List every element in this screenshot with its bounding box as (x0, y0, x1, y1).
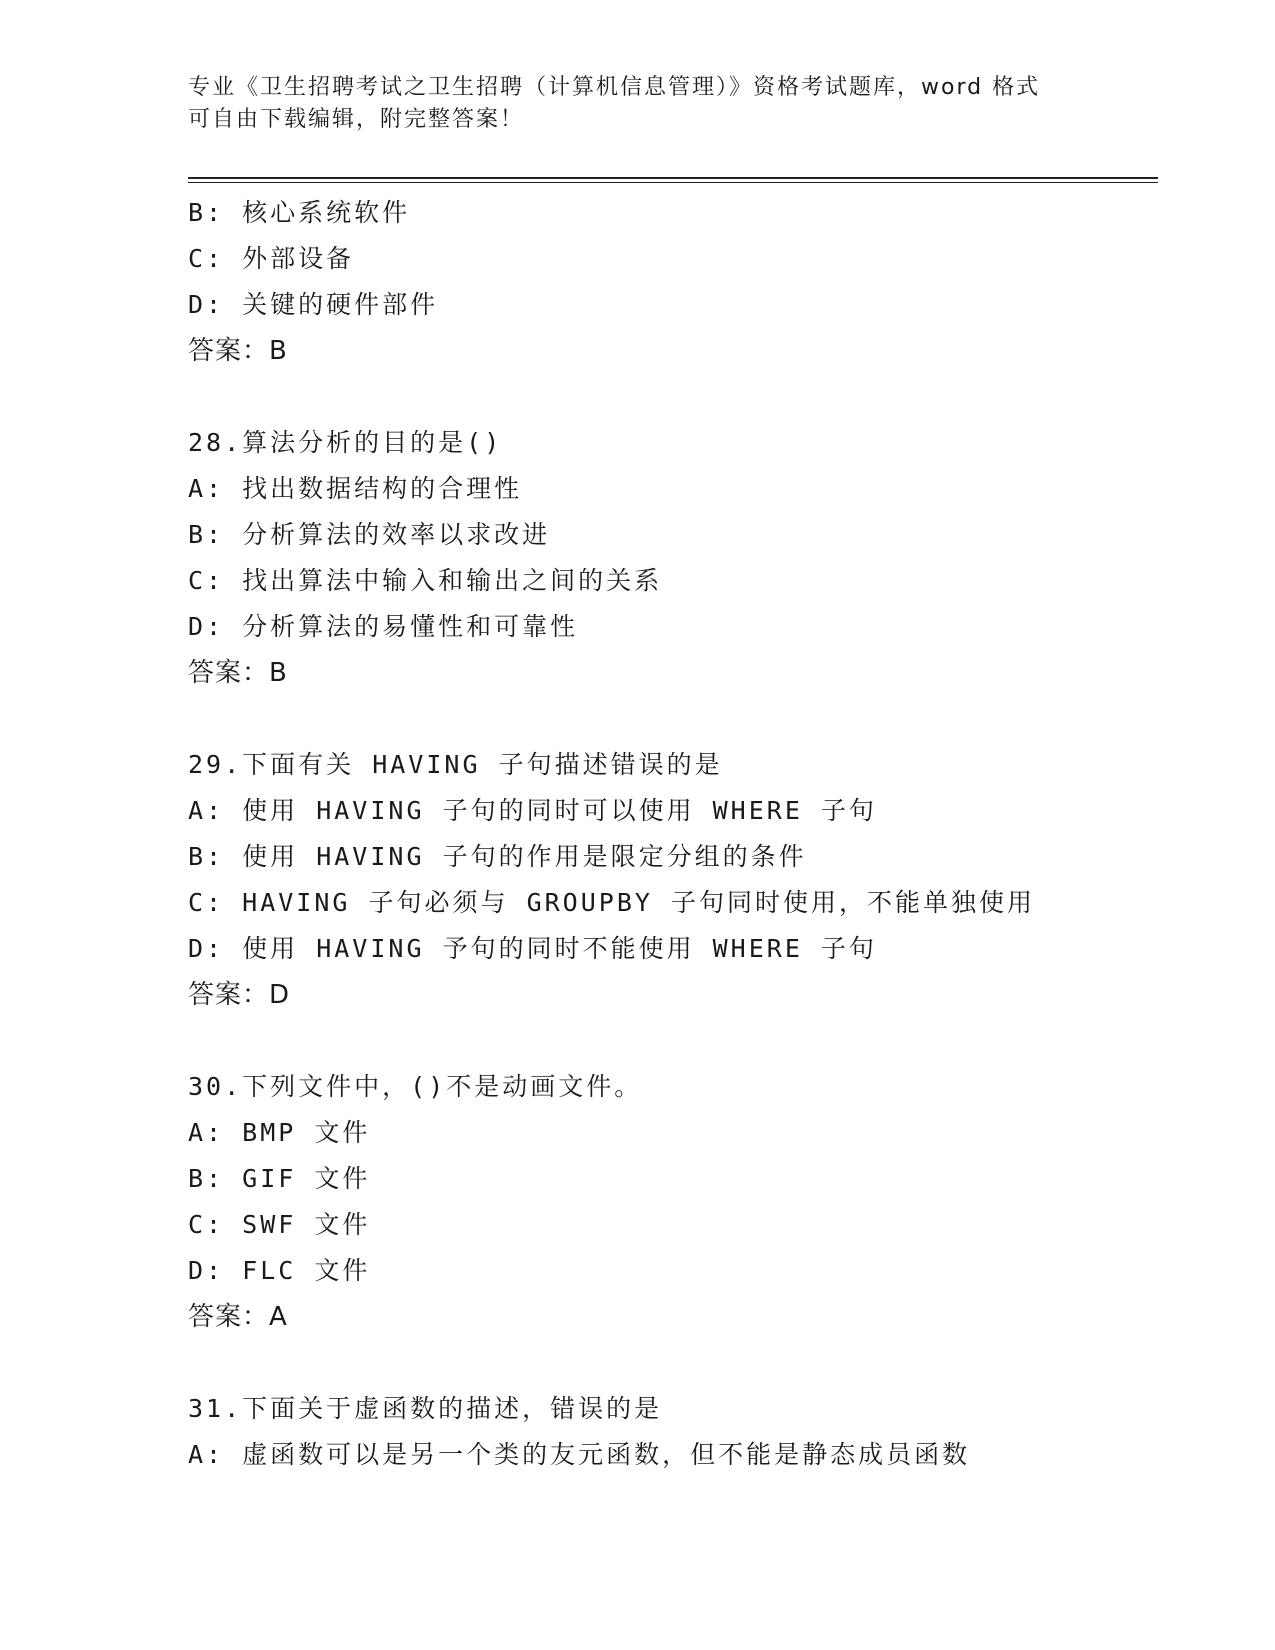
spacer (188, 1018, 1168, 1064)
option-a: A: 找出数据结构的合理性 (188, 474, 523, 503)
page-header (188, 72, 1088, 136)
option-a: A: 使用 HAVING 子句的同时可以使用 WHERE 子句 (188, 796, 877, 825)
option-d: D: 使用 HAVING 予句的同时不能使用 WHERE 子句 (188, 934, 877, 963)
question-stem: 31.下面关于虚函数的描述，错误的是 (188, 1394, 663, 1423)
answer-line: 答案：B (188, 336, 288, 366)
option-b: B: 核心系统软件 (188, 198, 411, 227)
question-list (188, 190, 1168, 1478)
header-title-line-2: 可自由下载编辑，附完整答案！ (188, 107, 525, 132)
option-d: D: 分析算法的易懂性和可靠性 (188, 612, 579, 641)
option-c: C: 外部设备 (188, 244, 355, 273)
option-c: C: 找出算法中输入和输出之间的关系 (188, 566, 663, 595)
header-divider-thin (188, 182, 1158, 183)
option-b: B: 分析算法的效率以求改进 (188, 520, 551, 549)
header-title-line-1: 专业《卫生招聘考试之卫生招聘（计算机信息管理）》资格考试题库，word 格式 (188, 75, 1041, 100)
option-c: C: HAVING 子句必须与 GROUPBY 子句同时使用，不能单独使用 (188, 888, 1035, 917)
question-block-31 (188, 1386, 1168, 1478)
answer-line: 答案：B (188, 658, 288, 688)
question-stem: 30.下列文件中，()不是动画文件。 (188, 1072, 643, 1101)
question-block-30 (188, 1064, 1168, 1340)
option-b: B: 使用 HAVING 子句的作用是限定分组的条件 (188, 842, 807, 871)
header-divider-thick (188, 177, 1158, 179)
option-d: D: 关键的硬件部件 (188, 290, 439, 319)
option-a: A: BMP 文件 (188, 1118, 371, 1147)
question-block-27-carryover (188, 190, 1168, 374)
option-a: A: 虚函数可以是另一个类的友元函数，但不能是静态成员函数 (188, 1440, 971, 1469)
answer-line: 答案：D (188, 980, 291, 1010)
question-stem: 29.下面有关 HAVING 子句描述错误的是 (188, 750, 723, 779)
option-c: C: SWF 文件 (188, 1210, 371, 1239)
option-b: B: GIF 文件 (188, 1164, 371, 1193)
spacer (188, 1340, 1168, 1386)
spacer (188, 696, 1168, 742)
question-stem: 28.算法分析的目的是() (188, 428, 503, 457)
spacer (188, 374, 1168, 420)
option-d: D: FLC 文件 (188, 1256, 371, 1285)
answer-line: 答案：A (188, 1302, 288, 1332)
question-block-28 (188, 420, 1168, 696)
question-block-29 (188, 742, 1168, 1018)
